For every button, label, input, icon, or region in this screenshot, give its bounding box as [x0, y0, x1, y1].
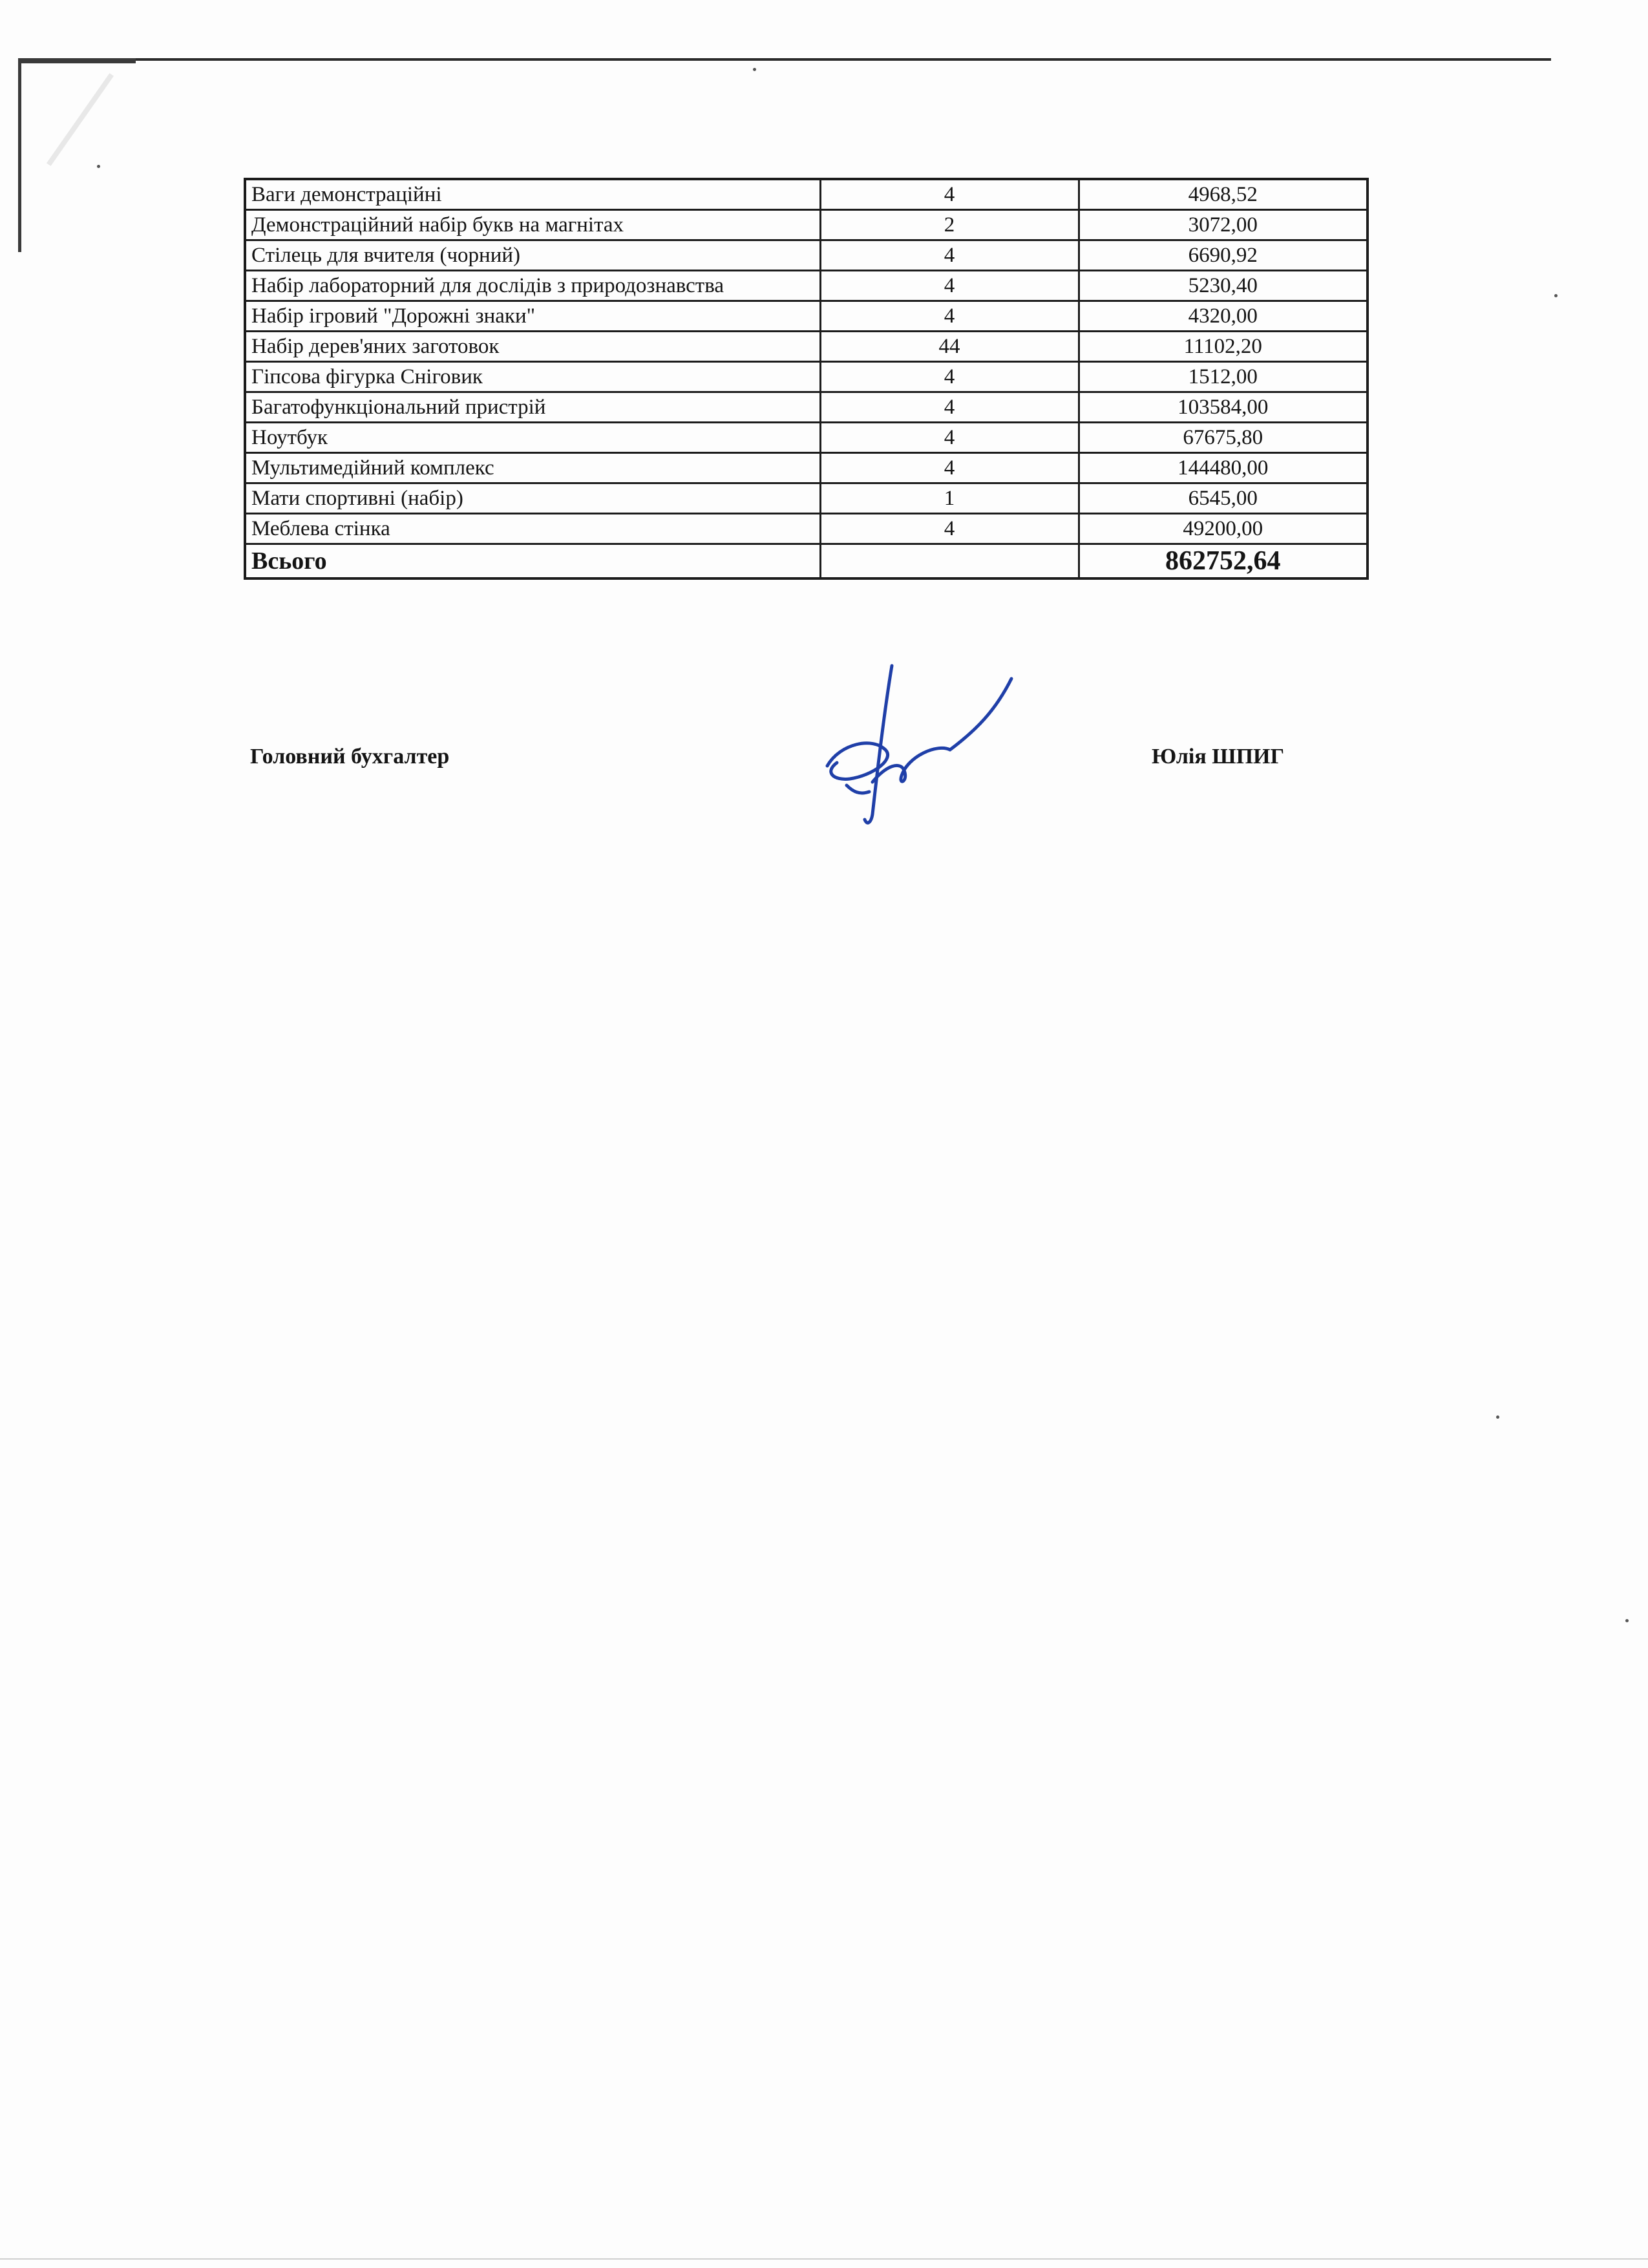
table-row	[245, 453, 1368, 483]
handwritten-signature	[788, 653, 1021, 834]
item-sum-cell: 103584,00	[1079, 392, 1368, 423]
table-row	[245, 301, 1368, 332]
item-name-cell: Гіпсова фігурка Сніговик	[245, 362, 820, 392]
total-label-cell: Всього	[245, 544, 820, 579]
signatory-name: Юлія ШПИГ	[1152, 745, 1285, 768]
table-row	[245, 362, 1368, 392]
item-name-cell: Ваги демонстраційні	[245, 179, 820, 210]
inventory-table	[244, 178, 1369, 580]
item-name-cell: Меблева стінка	[245, 514, 820, 544]
item-name-cell: Набір ігровий "Дорожні знаки"	[245, 301, 820, 332]
scan-bottom-edge	[0, 2258, 1648, 2260]
item-sum-cell: 5230,40	[1079, 271, 1368, 301]
total-row	[245, 544, 1368, 579]
scan-speck	[1625, 1619, 1629, 1622]
item-qty-cell: 4	[820, 240, 1079, 271]
item-qty-cell: 2	[820, 210, 1079, 240]
table-row	[245, 392, 1368, 423]
table-row	[245, 332, 1368, 362]
item-qty-cell: 4	[820, 423, 1079, 453]
table-row	[245, 240, 1368, 271]
item-sum-cell: 1512,00	[1079, 362, 1368, 392]
scan-speck	[753, 68, 756, 71]
item-sum-cell: 6545,00	[1079, 483, 1368, 514]
total-sum-cell: 862752,64	[1079, 544, 1368, 579]
item-sum-cell: 3072,00	[1079, 210, 1368, 240]
scan-speck	[1554, 294, 1558, 297]
scan-left-edge	[18, 58, 21, 252]
item-sum-cell: 49200,00	[1079, 514, 1368, 544]
item-name-cell: Багатофункціональний пристрій	[245, 392, 820, 423]
item-name-cell: Набір дерев'яних заготовок	[245, 332, 820, 362]
item-qty-cell: 44	[820, 332, 1079, 362]
item-qty-cell: 4	[820, 301, 1079, 332]
table-row	[245, 423, 1368, 453]
item-name-cell: Стілець для вчителя (чорний)	[245, 240, 820, 271]
item-name-cell: Демонстраційний набір букв на магнітах	[245, 210, 820, 240]
item-sum-cell: 11102,20	[1079, 332, 1368, 362]
signatory-position: Головний бухгалтер	[250, 745, 450, 768]
scan-speck	[97, 165, 100, 168]
item-sum-cell: 6690,92	[1079, 240, 1368, 271]
item-qty-cell: 4	[820, 271, 1079, 301]
item-name-cell: Мати спортивні (набір)	[245, 483, 820, 514]
inventory-table-body	[245, 179, 1368, 578]
scan-top-edge	[129, 58, 1551, 61]
item-sum-cell: 67675,80	[1079, 423, 1368, 453]
item-name-cell: Ноутбук	[245, 423, 820, 453]
total-qty-cell	[820, 544, 1079, 579]
item-qty-cell: 4	[820, 179, 1079, 210]
item-name-cell: Мультимедійний комплекс	[245, 453, 820, 483]
scan-speck	[1496, 1415, 1499, 1419]
scan-corner-edge	[19, 58, 136, 63]
scan-fold-mark	[47, 73, 114, 166]
table-row	[245, 179, 1368, 210]
item-qty-cell: 4	[820, 453, 1079, 483]
item-qty-cell: 4	[820, 392, 1079, 423]
item-qty-cell: 4	[820, 514, 1079, 544]
item-qty-cell: 1	[820, 483, 1079, 514]
table-row	[245, 271, 1368, 301]
item-name-cell: Набір лабораторний для дослідів з природознавства	[245, 271, 820, 301]
table-row	[245, 514, 1368, 544]
item-sum-cell: 144480,00	[1079, 453, 1368, 483]
item-sum-cell: 4968,52	[1079, 179, 1368, 210]
item-sum-cell: 4320,00	[1079, 301, 1368, 332]
table-row	[245, 210, 1368, 240]
item-qty-cell: 4	[820, 362, 1079, 392]
table-row	[245, 483, 1368, 514]
